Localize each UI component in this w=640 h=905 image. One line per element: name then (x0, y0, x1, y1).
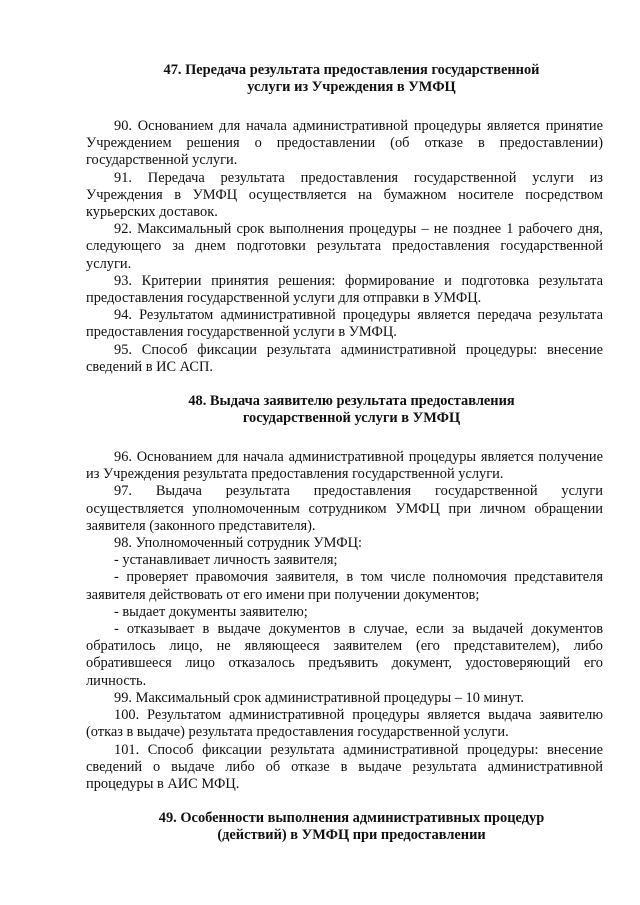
list-item-refusal: - отказывает в выдаче документов в случае, если за выдачей документов обратилось лицо, не являющееся заявителем (его представителем), либо обратившееся лицо отказалось предъявить документ, удостоверяющий его личность. (86, 621, 603, 689)
section-49-heading-line2: (действий) в УМФЦ при предоставлении (217, 827, 486, 844)
paragraph-100: 100. Результатом административной процедуры является выдача заявителю (отказ в выдаче) результата предоставления государственной услуги. (86, 707, 603, 741)
paragraph-92: 92. Максимальный срок выполнения процедуры – не позднее 1 рабочего дня, следующего за днем подготовки результата предоставления государственной услуги. (86, 221, 603, 272)
list-item-issue-documents: - выдает документы заявителю; (114, 603, 308, 620)
list-item-authority: - проверяет правомочия заявителя, в том числе полномочия представителя заявителя действовать от его имени при получении документов; (86, 569, 603, 603)
paragraph-97: 97. Выдача результата предоставления государственной услуги осуществляется уполномоченным сотрудником УМФЦ при личном обращении заявителя (законного представителя). (86, 483, 603, 534)
paragraph-90: 90. Основанием для начала административной процедуры является принятие Учреждением решения о предоставлении (об отказе в предоставлении) государственной услуги. (86, 118, 603, 169)
list-item-identity: - устанавливает личность заявителя; (114, 552, 338, 569)
paragraph-95: 95. Способ фиксации результата административной процедуры: внесение сведений в ИС АСП. (86, 341, 603, 375)
document-page (86, 62, 603, 844)
section-49-heading-line1: 49. Особенности выполнения административных процедур (158, 810, 545, 827)
section-48-heading-line1: 48. Выдача заявителю результата предоставления (188, 393, 515, 410)
section-49-heading (86, 810, 603, 844)
section-47-heading-line1: 47. Передача результата предоставления государственной (163, 62, 540, 78)
paragraph-99: 99. Максимальный срок административной процедуры – 10 минут. (114, 689, 525, 706)
paragraph-96: 96. Основанием для начала административной процедуры является получение из Учреждения результата предоставления государственной услуги. (86, 449, 603, 483)
paragraph-98: 98. Уполномоченный сотрудник УМФЦ: (114, 535, 362, 552)
paragraph-94: 94. Результатом административной процедуры является передача результата предоставления государственной услуги в УМФЦ. (86, 307, 603, 341)
section-47-heading (86, 62, 603, 96)
section-48-heading (86, 393, 603, 427)
section-47-heading-line2: услуги из Учреждения в УМФЦ (247, 79, 456, 95)
paragraph-93: 93. Критерии принятия решения: формирование и подготовка результата предоставления государственной услуги для отправки в УМФЦ. (86, 272, 603, 307)
section-48-heading-line2: государственной услуги в УМФЦ (242, 410, 461, 427)
paragraph-101: 101. Способ фиксации результата административной процедуры: внесение сведений о выдаче либо об отказе в выдаче результата административной процедуры в АИС МФЦ. (86, 741, 603, 792)
paragraph-91: 91. Передача результата предоставления государственной услуги из Учреждения в УМФЦ осуществляется на бумажном носителе посредством курьерских доставок. (86, 169, 603, 221)
